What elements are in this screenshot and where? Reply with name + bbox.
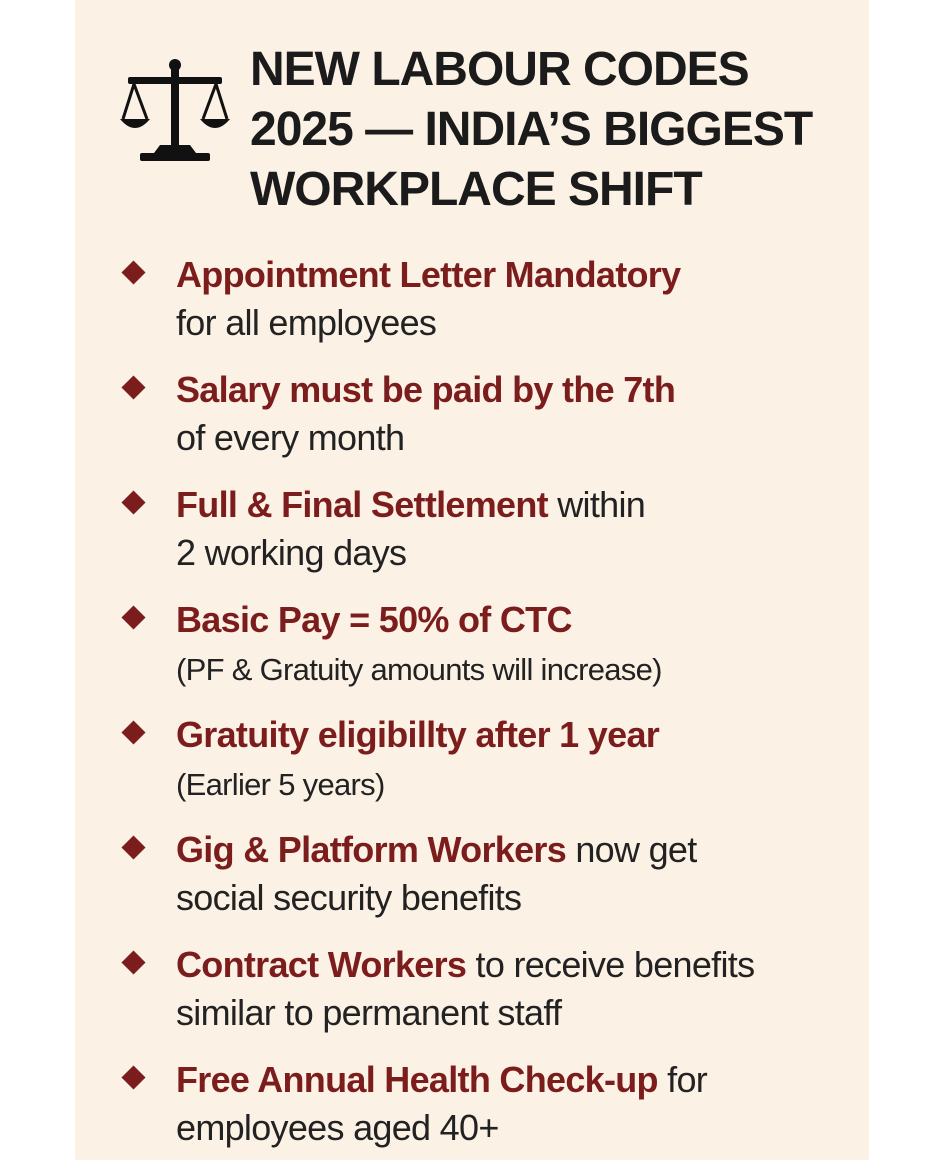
list-item — [120, 712, 860, 827]
item-detail: similar to permanent staff — [176, 992, 562, 1033]
item-heading-rest: within — [547, 484, 646, 525]
infographic-card — [75, 0, 869, 1160]
diamond-bullet-icon — [121, 720, 145, 744]
title-line-1: NEW LABOUR CODES — [250, 43, 749, 96]
list-item — [120, 1057, 860, 1172]
provisions-list — [120, 252, 860, 1172]
item-heading: Salary must be paid by the 7th — [176, 369, 676, 410]
diamond-bullet-icon — [121, 835, 145, 859]
list-item — [120, 942, 860, 1057]
list-item — [120, 827, 860, 942]
item-heading-rest: now get — [566, 829, 697, 870]
item-detail: employees aged 40+ — [176, 1107, 499, 1148]
list-item — [120, 482, 860, 597]
diamond-bullet-icon — [121, 605, 145, 629]
header — [120, 40, 860, 220]
item-detail: (Earlier 5 years) — [176, 767, 385, 802]
item-detail: 2 working days — [176, 532, 407, 573]
list-item — [120, 597, 860, 712]
item-heading: Full & Final Settlement — [176, 484, 548, 525]
list-item — [120, 367, 860, 482]
page-title — [250, 40, 850, 220]
scale-of-justice-icon — [120, 57, 230, 167]
title-line-3: WORKPLACE SHIFT — [250, 163, 702, 216]
list-item — [120, 252, 860, 367]
diamond-bullet-icon — [121, 1065, 145, 1089]
item-heading-rest: to receive benefits — [466, 944, 755, 985]
diamond-bullet-icon — [121, 950, 145, 974]
item-heading: Gratuity eligibillty after 1 year — [176, 714, 660, 755]
item-heading: Basic Pay = 50% of CTC — [176, 599, 572, 640]
item-heading: Appointment Letter Mandatory — [176, 254, 681, 295]
item-detail: (PF & Gratuity amounts will increase) — [176, 652, 662, 687]
item-heading: Contract Workers — [176, 944, 467, 985]
diamond-bullet-icon — [121, 260, 145, 284]
item-heading: Gig & Platform Workers — [176, 829, 567, 870]
item-heading: Free Annual Health Check-up — [176, 1059, 658, 1100]
item-detail: for all employees — [176, 302, 437, 343]
item-detail: social security benefits — [176, 877, 522, 918]
item-detail: of every month — [176, 417, 405, 458]
item-heading-rest: for — [657, 1059, 708, 1100]
title-line-2: 2025 — INDIA’S BIGGEST — [250, 103, 813, 156]
diamond-bullet-icon — [121, 490, 145, 514]
diamond-bullet-icon — [121, 375, 145, 399]
